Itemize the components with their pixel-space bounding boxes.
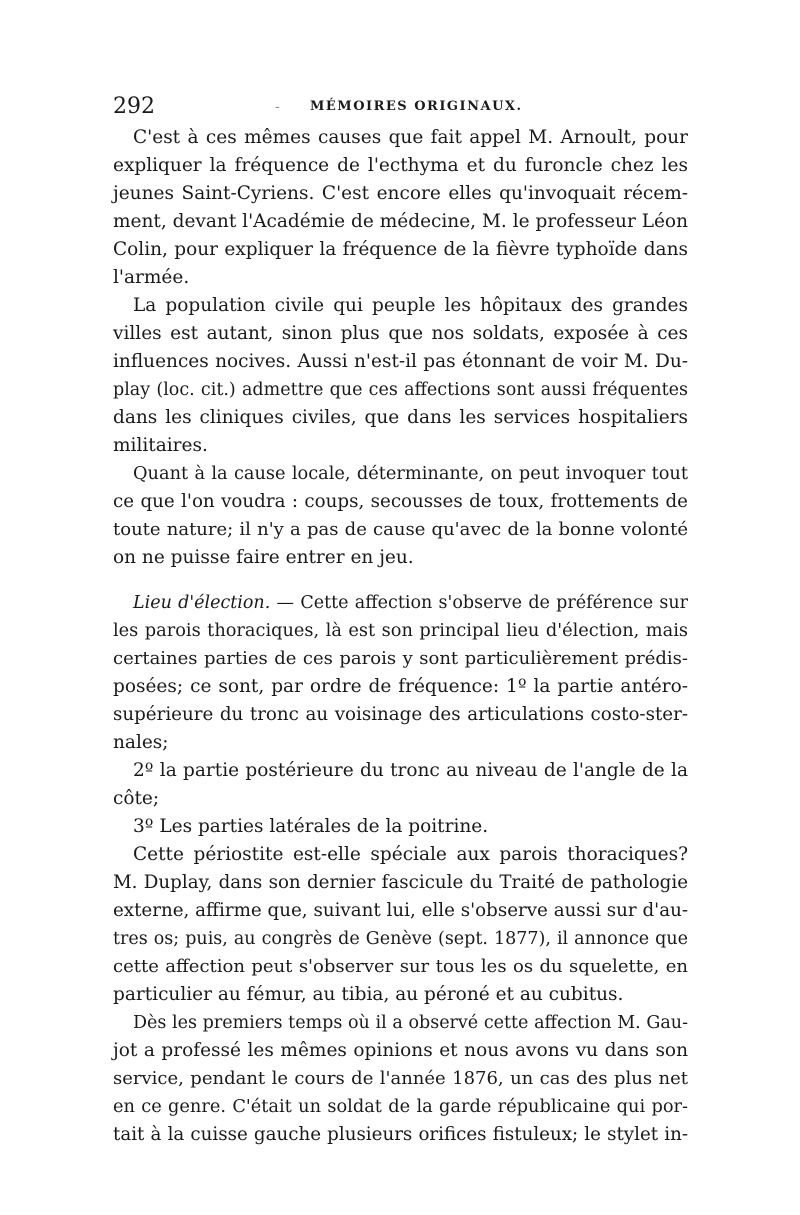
text-line: ment, devant l'Académie de médecine, M. le professeur Léon [113,211,688,232]
text-line: Dès les premiers temps où il a observé cette affection M. Gau- [133,1013,688,1033]
text-line: ce que l'on voudra : coups, secousses de toux, frottements de [113,491,688,512]
text-line: jot a professé les mêmes opinions et nous avons vu dans son [113,1040,688,1061]
text-line: expliquer la fréquence de l'ecthyma et du furoncle chez les [113,155,688,176]
text-line: les parois thoraciques, là est son principal lieu d'élection, mais [113,621,688,641]
text-line: 2º la partie postérieure du tronc au niveau de l'angle de la [133,760,688,781]
text-block-lieu-election [113,589,688,1149]
text-line: supérieure du tronc au voisinage des articulations costo-ster- [113,704,688,725]
text-line: tres os; puis, au congrès de Genève (sept. 1877), il annonce que [113,929,688,949]
text-line: posées; ce sont, par ordre de fréquence: 1º la partie antéro- [113,676,688,697]
text-line: Colin, pour expliquer la fréquence de la fièvre typhoïde dans [113,239,688,260]
text-line: nales; [113,732,169,753]
text-line: toute nature; il n'y a pas de cause qu'avec de la bonne volonté [113,519,688,540]
text-line: dans les cliniques civiles, que dans les services hospitaliers [113,407,688,428]
text-line: jeunes Saint-Cyriens. C'est encore elles qu'invoquait récem- [113,183,688,204]
section-heading-italic: Lieu d'élection. [133,593,271,613]
text-line: externe, affirme que, suivant lui, elle s'observe aussi sur d'au- [113,900,688,921]
text-line: certaines parties de ces parois y sont particulièrement prédis- [113,648,688,669]
text-line: particulier au fémur, au tibia, au péroné et au cubitus. [113,984,624,1005]
text-line: Cette périostite est-elle spéciale aux parois thoraciques? [133,844,688,865]
page-number: 292 [113,94,155,119]
text-line: l'armée. [113,267,190,288]
text-line: cette affection peut s'observer sur tous les os du squelette, en [113,956,688,977]
text-line: Quant à la cause locale, déterminante, on peut invoquer tout [133,464,688,484]
text-line: La population civile qui peuple les hôpitaux des grandes [133,295,688,316]
section-lead-text: — Cette affection s'observe de préférence sur [270,593,688,613]
text-line: côte; [113,788,160,809]
text-line: play (loc. cit.) admettre que ces affections sont aussi fréquentes [113,380,688,400]
text-line: M. Duplay, dans son dernier fascicule du Traité de pathologie [113,872,688,893]
header-separator: - [275,99,280,115]
text-line: service, pendant le cours de l'année 1876, un cas des plus net [113,1068,688,1089]
text-line: C'est à ces mêmes causes que fait appel M. Arnoult, pour [133,127,688,148]
text-line: villes est autant, sinon plus que nos soldats, exposée à ces [113,323,688,344]
text-line: 3º Les parties latérales de la poitrine. [133,816,489,837]
text-line: on ne puisse faire entrer en jeu. [113,547,414,568]
text-line: tait à la cuisse gauche plusieurs orifices fistuleux; le stylet in- [113,1124,688,1145]
running-title: MÉMOIRES ORIGINAUX. [310,99,523,114]
text-line: en ce genre. C'était un soldat de la garde républicaine qui por- [113,1097,688,1117]
running-head [113,92,688,122]
text-block-causes [113,124,688,572]
text-line: influences nocives. Aussi n'est-il pas étonnant de voir M. Du- [113,351,688,372]
text-line: militaires. [113,435,208,456]
section-lead-line [113,589,688,617]
